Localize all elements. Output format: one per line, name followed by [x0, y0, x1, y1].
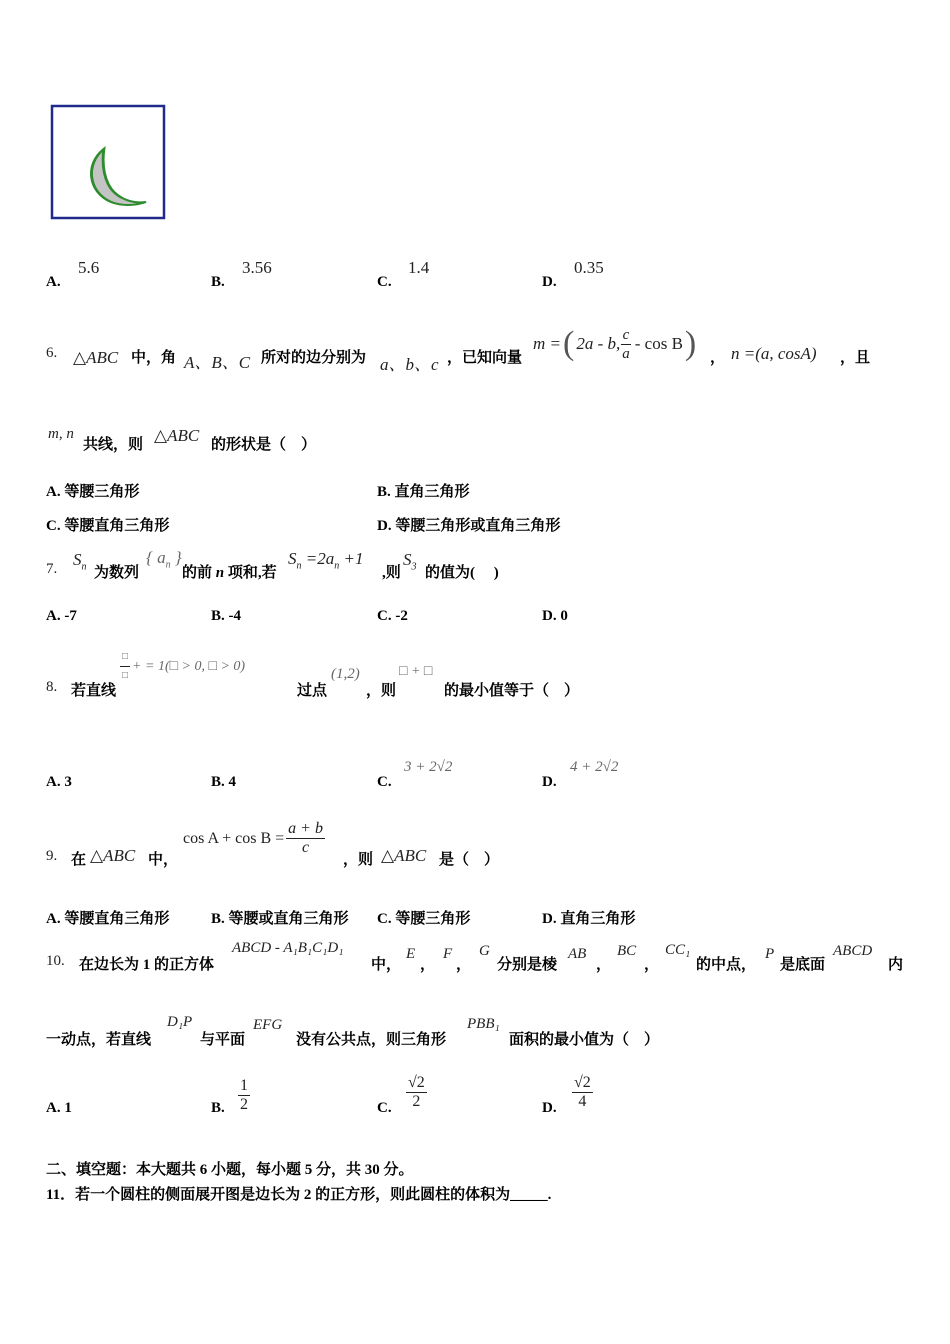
q8-option-c-letter: C. [377, 774, 392, 790]
q10-G: G [479, 943, 490, 959]
q7-option-d: D. 0 [542, 608, 568, 624]
q5-option-c-value: 1.4 [408, 258, 430, 277]
q10-text-10: 面积的最小值为（ ） [509, 1032, 660, 1048]
q10-option-b-letter: B. [211, 1100, 225, 1116]
q7-option-a: A. -7 [46, 608, 77, 624]
q10-text-1: 在边长为 1 的正方体 [79, 957, 215, 973]
q6-text-2: 所对的边分别为 [261, 350, 367, 366]
q9-option-c: C. 等腰三角形 [377, 911, 471, 927]
q6-triangle: △ABC [73, 348, 119, 367]
q6-text-3: ，已知向量 [447, 350, 523, 366]
q6-m-frac-num: c [622, 326, 630, 343]
q7-number: 7. [46, 561, 58, 577]
q6-mn: m, n [48, 426, 74, 442]
q9-equation [183, 820, 325, 857]
q9-triangle-2: △ABC [381, 846, 427, 865]
q10-sep-3: ， [596, 957, 612, 973]
q5-option-b-value: 3.56 [242, 258, 272, 277]
q10-AB: AB [568, 946, 587, 962]
q6-option-b: B. 直角三角形 [377, 484, 470, 500]
q8-number: 8. [46, 679, 58, 695]
q9-text-1: 在 [71, 852, 87, 868]
q7-S3: $S_3$ [403, 550, 417, 573]
q8-text-4: 的最小值等于（ ） [444, 683, 580, 699]
q9-frac-den: c [302, 839, 310, 856]
q8-option-b: B. 4 [211, 774, 237, 790]
q10-text-7: 一动点，若直线 [46, 1032, 152, 1048]
q6-text-4: ，且 [840, 350, 871, 366]
crescent-figure [50, 104, 168, 222]
q5-option-d-value: 0.35 [574, 258, 604, 277]
q10-ABCD: ABCD [833, 943, 873, 959]
q7-option-b: B. -4 [211, 608, 242, 624]
q5-option-a-letter: A. [46, 274, 61, 290]
q10-option-d-letter: D. [542, 1100, 557, 1116]
q5-option-d-letter: D. [542, 274, 557, 290]
q10-text-2: 中， [371, 957, 402, 973]
q10-option-c-letter: C. [377, 1100, 392, 1116]
q6-vector-n: n =(a, cosA) [731, 344, 817, 363]
q6-number: 6. [46, 345, 58, 361]
q8-option-d-letter: D. [542, 774, 557, 790]
q8-option-d-value: 4 + 2√2 [570, 759, 619, 775]
q10-E: E [406, 946, 416, 962]
q7-Sn: $S_n$ [73, 550, 87, 573]
q10-sep-1: ， [420, 957, 436, 973]
q10-P: P [765, 946, 775, 962]
q10-D1P: D₁P [167, 1014, 193, 1030]
q7-text-4: 的值为( ) [425, 565, 499, 581]
q10-sep-4: ， [644, 957, 660, 973]
q6-option-d: D. 等腰三角形或直角三角形 [377, 518, 561, 534]
q10-text-3: 分别是棱 [497, 957, 558, 973]
q10-CC1: CC₁ [665, 942, 691, 958]
q10-EFG: EFG [253, 1017, 283, 1033]
q10-PBB1: PBB₁ [467, 1016, 500, 1032]
q7-equation: $S_n =2a_n +1$ [288, 549, 364, 572]
q6-triangle-2: △ABC [154, 426, 200, 445]
q8-point: (1,2) [331, 666, 360, 682]
q8-text-2: 过点 [297, 683, 328, 699]
q9-lhs: cos A + cos B = [183, 829, 285, 847]
q9-text-3: ，则 [343, 852, 374, 868]
q7-text-2: 的前 n 项和,若 [182, 565, 277, 581]
q10-sep-2: ， [456, 957, 472, 973]
q10-option-b-value: $\frac{1}{2}$ [240, 1077, 248, 1113]
q6-vector-m: m = ( 2a - b, $\frac{c}{a}$ - cos B ) [533, 325, 697, 362]
q10-text-8: 与平面 [200, 1032, 246, 1048]
q6-option-c: C. 等腰直角三角形 [46, 518, 170, 534]
q9-option-d: D. 直角三角形 [542, 911, 636, 927]
q6-text-5: 共线，则 [83, 437, 144, 453]
q7-text-3: ,则 [382, 565, 401, 581]
q6-text-1: 中，角 [131, 350, 177, 366]
q10-number: 10. [46, 953, 65, 969]
q6-option-a: A. 等腰三角形 [46, 484, 140, 500]
q5-option-a-value: 5.6 [78, 258, 100, 277]
q7-text-1: 为数列 [94, 565, 140, 581]
q9-frac-num: a + b [288, 820, 323, 837]
q6-sides: a、b、c [380, 355, 439, 374]
q10-text-5: 是底面 [780, 957, 826, 973]
q6-text-6: 的形状是（ ） [211, 437, 317, 453]
q6-m-right: - cos B [634, 334, 683, 353]
q8-option-a: A. 3 [46, 774, 72, 790]
q8-text-1: 若直线 [71, 683, 117, 699]
q8-text-3: ，则 [366, 683, 397, 699]
q6-m-frac-den: a [622, 345, 630, 362]
q7-sequence: { $a_n$ } [146, 548, 182, 571]
q8-line-equation: $\frac{□}{□}$ + = 1(□ > 0, □ > 0) [120, 648, 245, 685]
q8-option-c-value: 3 + 2√2 [404, 759, 453, 775]
q9-triangle: △ABC [90, 846, 136, 865]
q8-sum: □ + □ [399, 664, 433, 679]
q7-option-c: C. -2 [377, 608, 408, 624]
q9-option-b: B. 等腰或直角三角形 [211, 911, 349, 927]
q10-cube: ABCD - A₁B₁C₁D₁ [232, 940, 344, 956]
q6-m-label: m = [533, 334, 561, 353]
q9-option-a: A. 等腰直角三角形 [46, 911, 170, 927]
q6-angles: A、B、C [184, 353, 251, 372]
q10-option-c-value: $\frac{√2}{2}$ [408, 1074, 425, 1110]
q9-text-2: 中， [148, 852, 179, 868]
section-2-heading: 二、填空题：本大题共 6 小题，每小题 5 分，共 30 分。 [46, 1162, 414, 1178]
q9-number: 9. [46, 848, 58, 864]
q10-option-a: A. 1 [46, 1100, 72, 1116]
q5-option-c-letter: C. [377, 274, 392, 290]
q10-BC: BC [617, 943, 637, 959]
q6-comma: ， [710, 350, 726, 366]
q10-F: F [443, 946, 453, 962]
q10-text-9: 没有公共点，则三角形 [296, 1032, 447, 1048]
q5-option-b-letter: B. [211, 274, 225, 290]
q10-option-d-value: $\frac{√2}{4}$ [574, 1074, 591, 1110]
q10-text-4: 的中点， [696, 957, 757, 973]
q11-text: 11．若一个圆柱的侧面展开图是边长为 2 的正方形，则此圆柱的体积为_____. [46, 1187, 552, 1203]
q6-m-left: 2a - b, [576, 334, 621, 353]
q9-text-4: 是（ ） [439, 852, 500, 868]
q10-text-6: 内 [888, 957, 904, 973]
